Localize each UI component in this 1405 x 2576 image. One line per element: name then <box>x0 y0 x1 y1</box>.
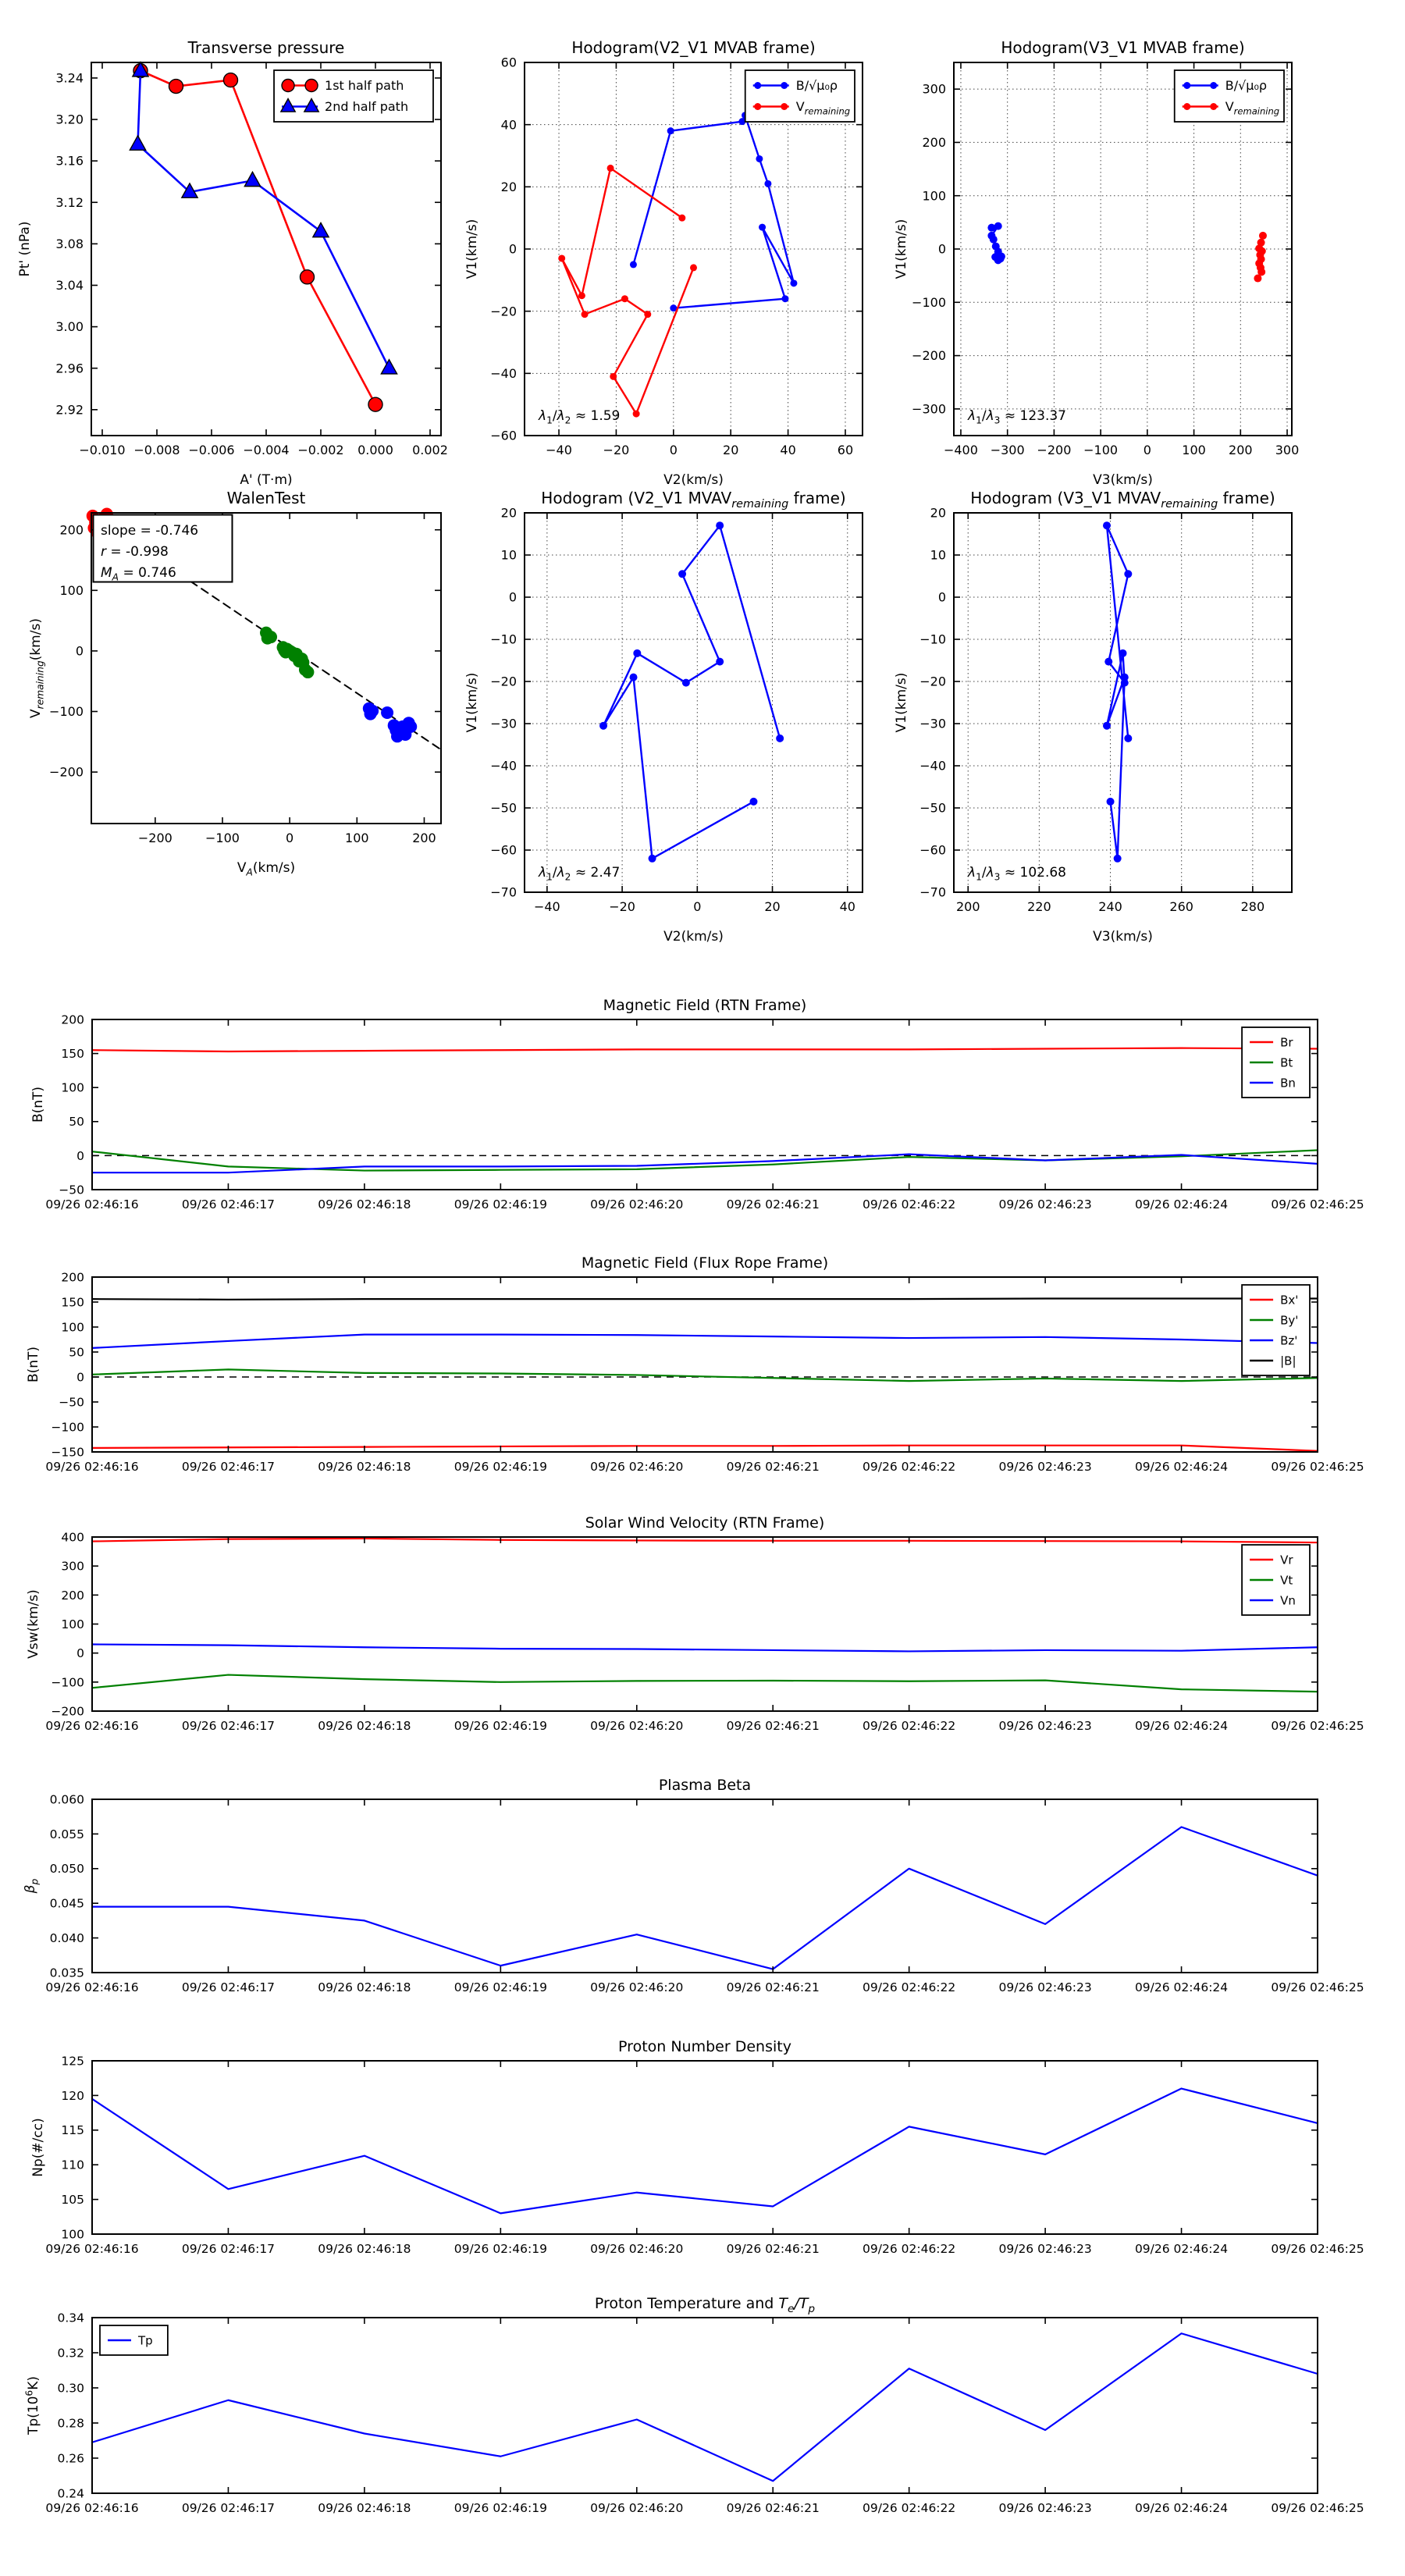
y-tick-label: 100 <box>59 582 84 598</box>
y-tick-label: 50 <box>69 1115 84 1130</box>
y-tick-label: −30 <box>919 716 946 731</box>
y-tick-label: −10 <box>490 632 517 647</box>
series-bx- <box>92 1446 1318 1451</box>
x-tick-label: 40 <box>839 899 855 914</box>
panel-hodogram-v2v1-mvab <box>464 38 863 488</box>
series-br <box>92 1048 1318 1051</box>
y-tick-label: 0.035 <box>49 1966 84 1980</box>
y-tick-label: 20 <box>500 505 517 521</box>
x-tick-label: 09/26 02:46:23 <box>998 1460 1092 1474</box>
legend-label: B/√μ₀ρ <box>1225 78 1268 94</box>
x-tick-label: 300 <box>1275 443 1300 457</box>
x-tick-label: 09/26 02:46:18 <box>318 1460 411 1474</box>
legend-label: Bt <box>1280 1055 1293 1070</box>
y-tick-label: 120 <box>61 2088 84 2103</box>
legend <box>274 70 433 122</box>
y-tick-label: 0.060 <box>49 1792 84 1807</box>
y-axis-label: Np(#/cc) <box>30 2118 46 2177</box>
y-tick-label: −60 <box>919 842 946 858</box>
x-tick-label: 09/26 02:46:16 <box>45 1719 139 1733</box>
y-tick-label: −10 <box>919 632 946 647</box>
x-tick-label: −0.002 <box>297 443 344 457</box>
x-tick-label: 0 <box>1143 443 1151 457</box>
legend-label: Bx' <box>1280 1293 1299 1308</box>
x-tick-label: 09/26 02:46:22 <box>863 2501 956 2515</box>
x-tick-label: 09/26 02:46:19 <box>454 1197 547 1212</box>
y-tick-label: 125 <box>61 2054 84 2069</box>
y-tick-label: 2.92 <box>55 402 84 418</box>
x-tick-label: 09/26 02:46:23 <box>998 1980 1092 1994</box>
x-tick-label: 40 <box>780 443 796 457</box>
y-tick-label: 100 <box>61 1080 84 1095</box>
annotation-text: $\lambda_1/\lambda_3 \approx 123.37$ <box>968 408 1066 426</box>
panel-title: Proton Temperature and $T_e/T_p$ <box>594 2295 816 2315</box>
y-tick-label: −70 <box>919 884 946 900</box>
y-tick-label: 20 <box>500 179 517 194</box>
y-tick-label: 0.045 <box>49 1896 84 1911</box>
x-tick-label: 09/26 02:46:24 <box>1134 1197 1229 1212</box>
y-tick-label: 3.16 <box>55 153 84 169</box>
x-tick-label: 240 <box>1098 899 1122 914</box>
x-axis-label: A' (T·m) <box>240 472 293 488</box>
axes-frame <box>92 1537 1318 1711</box>
legend <box>1242 1285 1310 1375</box>
x-tick-label: 09/26 02:46:25 <box>1271 2501 1364 2515</box>
x-tick-label: 09/26 02:46:16 <box>45 1980 139 1994</box>
y-tick-label: −60 <box>490 428 517 443</box>
x-tick-label: 09/26 02:46:23 <box>998 2242 1092 2256</box>
y-tick-label: 40 <box>500 117 517 133</box>
x-tick-label: −400 <box>943 443 978 457</box>
x-tick-label: −200 <box>137 831 173 845</box>
panel-solar-wind-velocity <box>26 1514 1364 1733</box>
x-tick-label: 200 <box>412 831 436 845</box>
series-v-hodogram <box>1103 521 1132 863</box>
y-axis-label: V1(km/s) <box>894 219 909 279</box>
x-tick-label: 60 <box>837 443 854 457</box>
x-tick-label: 09/26 02:46:23 <box>998 1719 1092 1733</box>
series-b-sqrt-mu0-rho- <box>987 222 1005 265</box>
series-vt <box>92 1675 1318 1692</box>
x-tick-label: 09/26 02:46:16 <box>45 1460 139 1474</box>
x-tick-label: 200 <box>955 899 980 914</box>
y-tick-label: 300 <box>61 1559 84 1574</box>
panel-proton-temperature <box>24 2295 1364 2515</box>
x-tick-label: 09/26 02:46:22 <box>863 1719 956 1733</box>
y-tick-label: 100 <box>61 2227 84 2242</box>
axes-frame <box>92 2318 1318 2493</box>
x-tick-label: 09/26 02:46:18 <box>318 1719 411 1733</box>
x-tick-label: 09/26 02:46:21 <box>726 1197 820 1212</box>
axis-ticks <box>45 1530 1364 1733</box>
panel-title: Magnetic Field (Flux Rope Frame) <box>581 1254 829 1272</box>
x-tick-label: 09/26 02:46:18 <box>318 1197 411 1212</box>
x-tick-label: 09/26 02:46:22 <box>863 1460 956 1474</box>
annotation-text: $\lambda_1/\lambda_2 \approx 1.59$ <box>539 408 621 426</box>
series-bz- <box>92 1335 1318 1348</box>
x-tick-label: 200 <box>1229 443 1253 457</box>
x-tick-label: 09/26 02:46:19 <box>454 2501 547 2515</box>
x-tick-label: 0 <box>669 443 678 457</box>
axes-frame <box>92 1277 1318 1452</box>
y-tick-label: −50 <box>59 1395 84 1410</box>
axis-ticks <box>490 506 863 914</box>
x-tick-label: 09/26 02:46:23 <box>998 2501 1092 2515</box>
series-v-hodogram <box>599 521 784 863</box>
x-tick-label: 09/26 02:46:24 <box>1134 1719 1229 1733</box>
y-axis-label: $V_{remaining}(km/s)$ <box>28 618 46 718</box>
y-tick-label: −100 <box>51 1675 84 1690</box>
y-tick-label: 0.26 <box>57 2451 84 2466</box>
x-tick-label: −0.006 <box>188 443 235 457</box>
panel-title: WalenTest <box>226 489 306 507</box>
stats-box <box>94 515 233 583</box>
y-tick-label: 0 <box>937 241 946 257</box>
stats-line: slope = -0.746 <box>101 523 199 539</box>
panel-title: Hodogram(V2_V1 MVAB frame) <box>571 38 816 57</box>
x-tick-label: 09/26 02:46:16 <box>45 1197 139 1212</box>
legend-label: Vr <box>1280 1553 1293 1567</box>
panel-magnetic-field-rtn <box>30 997 1364 1212</box>
y-tick-label: 0 <box>508 241 517 257</box>
x-tick-label: −40 <box>546 443 572 457</box>
legend-label: 1st half path <box>325 78 404 94</box>
y-tick-label: 400 <box>61 1530 84 1545</box>
x-tick-label: −100 <box>205 831 240 845</box>
y-tick-label: 10 <box>500 547 517 563</box>
x-tick-label: 09/26 02:46:17 <box>181 1980 276 1994</box>
x-tick-label: 09/26 02:46:20 <box>590 1980 684 1994</box>
series-v-remaining <box>1254 232 1267 283</box>
y-tick-label: 3.08 <box>55 236 84 251</box>
y-tick-label: 0 <box>75 643 84 659</box>
panel-hodogram-v2v1-mvav <box>464 489 863 945</box>
y-tick-label: 0 <box>937 589 946 605</box>
legend-label: Bz' <box>1280 1333 1298 1348</box>
y-tick-label: −100 <box>912 294 946 310</box>
axis-ticks <box>45 2311 1364 2515</box>
panel-title: Plasma Beta <box>658 1777 752 1794</box>
y-tick-label: 0.34 <box>57 2311 84 2325</box>
x-axis-label: V3(km/s) <box>1093 472 1153 488</box>
y-tick-label: −100 <box>49 704 84 720</box>
x-tick-label: 0 <box>286 831 294 845</box>
y-tick-label: −100 <box>51 1420 84 1435</box>
stats-line: r = -0.998 <box>101 544 169 560</box>
series-v-remaining <box>558 165 697 418</box>
axes-frame <box>92 1799 1318 1973</box>
y-tick-label: −150 <box>51 1445 84 1460</box>
y-tick-label: −200 <box>49 764 84 780</box>
y-tick-label: −300 <box>912 401 946 417</box>
series-bn <box>92 1155 1318 1173</box>
y-tick-label: −20 <box>490 674 517 689</box>
x-tick-label: 09/26 02:46:24 <box>1134 2501 1229 2515</box>
axis-ticks <box>45 1012 1364 1212</box>
x-tick-label: 220 <box>1027 899 1051 914</box>
legend-label: $V_{remaining}$ <box>795 99 851 117</box>
axis-ticks <box>919 506 1292 914</box>
x-tick-label: 09/26 02:46:17 <box>181 1719 276 1733</box>
legend-label: 2nd half path <box>325 99 409 115</box>
x-tick-label: 100 <box>345 831 369 845</box>
y-tick-label: 300 <box>922 81 946 97</box>
x-tick-label: 09/26 02:46:25 <box>1271 2242 1364 2256</box>
y-tick-label: 100 <box>922 188 946 204</box>
y-tick-label: 200 <box>922 135 946 151</box>
x-tick-label: −20 <box>609 899 635 914</box>
y-tick-label: 3.20 <box>55 112 84 127</box>
x-tick-label: 09/26 02:46:21 <box>726 2501 820 2515</box>
legend <box>100 2325 168 2355</box>
y-tick-label: 3.00 <box>55 319 84 335</box>
x-tick-label: 09/26 02:46:18 <box>318 2501 411 2515</box>
x-tick-label: 09/26 02:46:19 <box>454 2242 547 2256</box>
legend-label: By' <box>1280 1313 1299 1328</box>
y-tick-label: 2.96 <box>55 361 84 376</box>
legend <box>745 70 855 122</box>
panel-hodogram-v3v1-mvav <box>894 489 1292 945</box>
y-tick-label: 0 <box>76 1646 84 1661</box>
y-tick-label: −50 <box>59 1183 84 1197</box>
x-axis-label: V2(km/s) <box>663 929 724 945</box>
x-tick-label: 0 <box>693 899 702 914</box>
x-tick-label: 09/26 02:46:18 <box>318 2242 411 2256</box>
y-tick-label: −40 <box>490 365 517 381</box>
series-last-points <box>363 703 417 743</box>
x-tick-label: 20 <box>764 899 781 914</box>
y-tick-label: 60 <box>500 55 517 70</box>
x-tick-label: 09/26 02:46:16 <box>45 2242 139 2256</box>
y-tick-label: 150 <box>61 1047 84 1062</box>
y-tick-label: 20 <box>930 505 946 521</box>
x-tick-label: −20 <box>603 443 630 457</box>
y-tick-label: −40 <box>490 758 517 774</box>
legend-label: Br <box>1280 1035 1293 1050</box>
legend-label: Vt <box>1280 1573 1293 1588</box>
x-tick-label: 09/26 02:46:20 <box>590 2501 684 2515</box>
legend-label: Vn <box>1280 1593 1296 1608</box>
x-tick-label: 260 <box>1169 899 1193 914</box>
y-tick-label: 100 <box>61 1320 84 1335</box>
x-tick-label: 09/26 02:46:24 <box>1134 1460 1229 1474</box>
axis-ticks <box>45 1792 1364 1994</box>
panel-title: Hodogram (V3_V1 $MVAV_{remaining}$ frame) <box>970 489 1275 511</box>
y-tick-label: 3.04 <box>55 278 84 294</box>
y-tick-label: 0.050 <box>49 1862 84 1877</box>
y-axis-label: B(nT) <box>30 1086 46 1123</box>
y-axis-label: Pt' (nPa) <box>17 221 33 277</box>
y-axis-label: $\beta_p$ <box>23 1878 41 1894</box>
y-tick-label: 3.24 <box>55 70 84 86</box>
x-tick-label: 09/26 02:46:22 <box>863 1197 956 1212</box>
series-tp <box>92 2333 1318 2481</box>
series--b- <box>92 1299 1318 1300</box>
x-tick-label: 09/26 02:46:20 <box>590 1719 684 1733</box>
x-tick-label: 09/26 02:46:17 <box>181 2501 276 2515</box>
legend <box>1242 1545 1310 1615</box>
y-axis-label: V1(km/s) <box>894 672 909 733</box>
y-tick-label: 200 <box>59 522 84 538</box>
legend <box>1242 1027 1310 1098</box>
y-axis-label: V1(km/s) <box>464 672 480 733</box>
y-tick-label: 0.32 <box>57 2346 84 2361</box>
x-tick-label: 09/26 02:46:21 <box>726 2242 820 2256</box>
y-tick-label: 200 <box>61 1270 84 1285</box>
x-tick-label: −0.008 <box>133 443 180 457</box>
y-tick-label: 0 <box>76 1148 84 1163</box>
legend-label: B/√μ₀ρ <box>795 78 838 94</box>
panel-transverse-pressure <box>17 38 448 488</box>
y-tick-label: 3.12 <box>55 194 84 210</box>
panel-walen-test <box>28 489 441 877</box>
series-np <box>92 2089 1318 2214</box>
panel-title: Proton Number Density <box>618 2038 791 2055</box>
y-tick-label: 0 <box>76 1370 84 1385</box>
x-tick-label: −300 <box>990 443 1025 457</box>
x-tick-label: 09/26 02:46:17 <box>181 1460 276 1474</box>
y-tick-label: 200 <box>61 1588 84 1603</box>
y-tick-label: −50 <box>490 800 517 816</box>
y-tick-label: −200 <box>912 348 946 364</box>
y-tick-label: 0.040 <box>49 1931 84 1946</box>
x-tick-label: 09/26 02:46:20 <box>590 1460 684 1474</box>
x-tick-label: 09/26 02:46:22 <box>863 2242 956 2256</box>
panel-title: Hodogram (V2_V1 $MVAV_{remaining}$ frame) <box>541 489 846 511</box>
x-axis-label: V3(km/s) <box>1093 929 1153 945</box>
series-beta-p <box>92 1827 1318 1969</box>
y-tick-label: 10 <box>930 547 946 563</box>
x-tick-label: 20 <box>723 443 739 457</box>
panel-proton-number-density <box>30 2038 1364 2256</box>
series-bt <box>92 1150 1318 1170</box>
x-tick-label: 09/26 02:46:16 <box>45 2501 139 2515</box>
y-tick-label: 0.24 <box>57 2486 84 2501</box>
x-tick-label: 09/26 02:46:25 <box>1271 1197 1364 1212</box>
y-tick-label: −40 <box>919 758 946 774</box>
x-tick-label: 09/26 02:46:17 <box>181 2242 276 2256</box>
x-tick-label: 09/26 02:46:25 <box>1271 1460 1364 1474</box>
legend-label: Bn <box>1280 1076 1296 1091</box>
y-tick-label: −70 <box>490 884 517 900</box>
legend <box>1175 70 1284 122</box>
y-tick-label: 0.30 <box>57 2381 84 2396</box>
y-tick-label: 0.055 <box>49 1827 84 1841</box>
axes-frame <box>92 2061 1318 2234</box>
x-tick-label: 09/26 02:46:19 <box>454 1980 547 1994</box>
x-axis-label: $V_A(km/s)$ <box>237 860 296 878</box>
annotation-text: $\lambda_1/\lambda_2 \approx 2.47$ <box>539 865 621 883</box>
series-vn <box>92 1645 1318 1652</box>
x-tick-label: 09/26 02:46:21 <box>726 1980 820 1994</box>
y-tick-label: 0.28 <box>57 2416 84 2431</box>
x-tick-label: 09/26 02:46:19 <box>454 1719 547 1733</box>
panel-hodogram-v3v1-mvab <box>894 38 1299 488</box>
y-tick-label: 110 <box>61 2158 84 2172</box>
x-tick-label: 09/26 02:46:20 <box>590 1197 684 1212</box>
axis-ticks <box>45 2054 1364 2256</box>
annotation-text: $\lambda_1/\lambda_3 \approx 102.68$ <box>968 865 1066 883</box>
y-tick-label: 150 <box>61 1295 84 1310</box>
x-tick-label: 09/26 02:46:17 <box>181 1197 276 1212</box>
panel-title: Transverse pressure <box>187 38 345 57</box>
y-tick-label: −20 <box>490 304 517 319</box>
panel-title: Solar Wind Velocity (RTN Frame) <box>585 1514 825 1532</box>
y-tick-label: −60 <box>490 842 517 858</box>
y-tick-label: 105 <box>61 2193 84 2208</box>
y-tick-label: 200 <box>61 1012 84 1027</box>
x-tick-label: 09/26 02:46:24 <box>1134 1980 1229 1994</box>
x-tick-label: −0.004 <box>243 443 290 457</box>
x-tick-label: −40 <box>533 899 560 914</box>
x-tick-label: 0.000 <box>357 443 393 457</box>
y-tick-label: 100 <box>61 1617 84 1631</box>
y-tick-label: −20 <box>919 674 946 689</box>
x-tick-label: 09/26 02:46:21 <box>726 1719 820 1733</box>
y-tick-label: −200 <box>51 1704 84 1719</box>
series-b-sqrt-mu0-rho- <box>630 112 797 311</box>
x-tick-label: 09/26 02:46:23 <box>998 1197 1092 1212</box>
x-tick-label: 09/26 02:46:20 <box>590 2242 684 2256</box>
axis-ticks <box>45 1270 1364 1474</box>
x-tick-label: −200 <box>1037 443 1072 457</box>
x-tick-label: 09/26 02:46:19 <box>454 1460 547 1474</box>
series-by- <box>92 1369 1318 1381</box>
legend-label: |B| <box>1280 1354 1297 1368</box>
y-tick-label: −30 <box>490 716 517 731</box>
x-tick-label: 0.002 <box>412 443 448 457</box>
panel-magnetic-field-fluxrope <box>26 1254 1364 1474</box>
y-axis-label: B(nT) <box>26 1346 41 1383</box>
x-tick-label: 09/26 02:46:25 <box>1271 1980 1364 1994</box>
x-tick-label: −0.010 <box>79 443 126 457</box>
x-tick-label: 280 <box>1240 899 1265 914</box>
x-tick-label: −100 <box>1083 443 1119 457</box>
panel-plasma-beta <box>23 1777 1364 1994</box>
legend-label: Tp <box>138 2333 153 2348</box>
y-axis-label: V1(km/s) <box>464 219 480 279</box>
y-axis-label: $Tp(10^6K)$ <box>23 2375 41 2435</box>
x-tick-label: 09/26 02:46:21 <box>726 1460 820 1474</box>
x-tick-label: 09/26 02:46:22 <box>863 1980 956 1994</box>
series-vr <box>92 1539 1318 1542</box>
stats-line: $M_A = 0.746$ <box>101 565 176 583</box>
x-tick-label: 09/26 02:46:25 <box>1271 1719 1364 1733</box>
x-tick-label: 100 <box>1182 443 1206 457</box>
y-tick-label: 50 <box>69 1345 84 1360</box>
panel-title: Magnetic Field (RTN Frame) <box>603 997 807 1014</box>
series-middle-points <box>260 627 314 678</box>
x-tick-label: 09/26 02:46:24 <box>1134 2242 1229 2256</box>
y-tick-label: 115 <box>61 2123 84 2138</box>
x-tick-label: 09/26 02:46:18 <box>318 1980 411 1994</box>
panel-title: Hodogram(V3_V1 MVAB frame) <box>1001 38 1245 57</box>
y-tick-label: −50 <box>919 800 946 816</box>
legend-label: $V_{remaining}$ <box>1225 99 1280 117</box>
y-axis-label: Vsw(km/s) <box>26 1589 41 1659</box>
y-tick-label: 0 <box>508 589 517 605</box>
x-axis-label: V2(km/s) <box>663 472 724 488</box>
